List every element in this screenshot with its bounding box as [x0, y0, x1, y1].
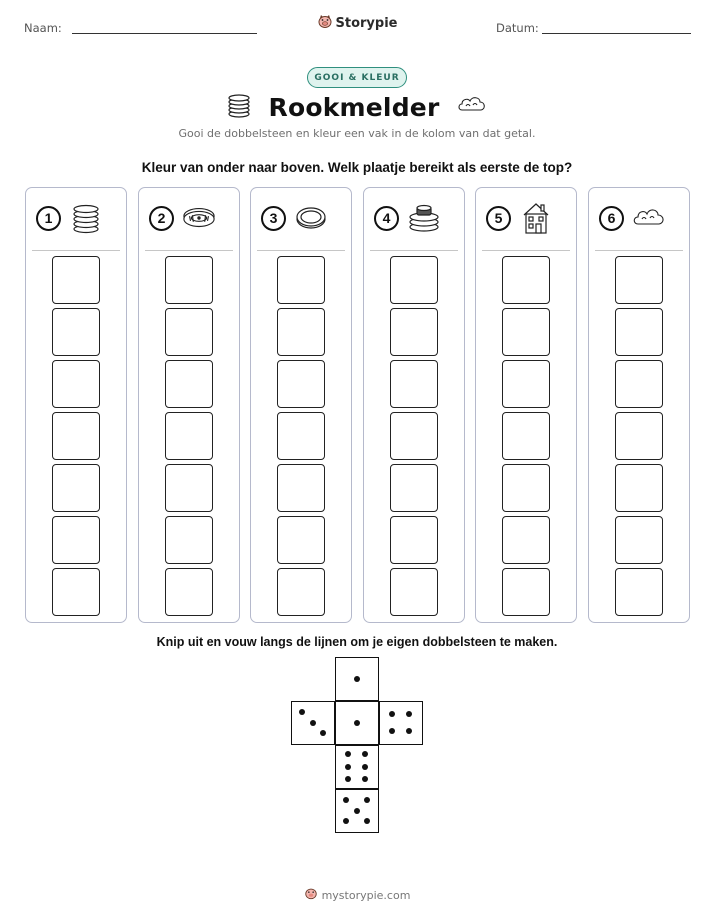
title-row [0, 92, 714, 123]
color-box[interactable] [165, 516, 213, 564]
coin-icon [294, 201, 328, 235]
color-box[interactable] [52, 308, 100, 356]
house-icon [519, 201, 553, 235]
color-box[interactable] [277, 464, 325, 512]
smoke-cloud-title-icon [457, 94, 487, 121]
die-pip [345, 764, 351, 770]
die-pip [364, 797, 370, 803]
die-pip [362, 751, 368, 757]
column-divider [32, 250, 120, 251]
color-box[interactable] [165, 568, 213, 616]
column-header [149, 201, 216, 235]
column-divider [595, 250, 683, 251]
color-box[interactable] [277, 412, 325, 460]
color-box[interactable] [615, 516, 663, 564]
column-number: 6 [599, 206, 624, 231]
color-box[interactable] [165, 464, 213, 512]
column-number: 4 [374, 206, 399, 231]
pig-mascot-icon [317, 13, 333, 34]
color-box[interactable] [165, 360, 213, 408]
coin-stack-title-icon [227, 92, 251, 123]
column-number: 1 [36, 206, 61, 231]
die-pip [389, 711, 395, 717]
color-box[interactable] [52, 464, 100, 512]
pig-mascot-footer-icon [304, 886, 318, 905]
die-pip [354, 676, 360, 682]
instruction-top: Kleur van onder naar boven. Welk plaatje bereikt als eerste de top? [141, 160, 573, 175]
color-box[interactable] [390, 256, 438, 304]
die-pip [362, 776, 368, 782]
name-label: Naam: [24, 21, 62, 35]
color-box[interactable] [615, 360, 663, 408]
color-box[interactable] [502, 360, 550, 408]
color-box[interactable] [52, 412, 100, 460]
date-label: Datum: [496, 21, 539, 35]
activity-badge: GOOI & KLEUR [307, 67, 407, 88]
die-pip [345, 751, 351, 757]
smoke-cloud-icon [632, 201, 666, 235]
color-box[interactable] [390, 308, 438, 356]
column-header [374, 201, 441, 235]
column-2 [138, 187, 240, 623]
column-number: 5 [486, 206, 511, 231]
color-box[interactable] [52, 568, 100, 616]
die-pip [320, 730, 326, 736]
color-box[interactable] [52, 360, 100, 408]
footer-url: mystorypie.com [321, 889, 411, 902]
die-face-5 [335, 789, 379, 833]
color-box[interactable] [615, 256, 663, 304]
color-box[interactable] [390, 568, 438, 616]
die-pip [343, 818, 349, 824]
die-face-3 [291, 701, 335, 745]
color-box[interactable] [52, 256, 100, 304]
color-box[interactable] [165, 308, 213, 356]
color-box[interactable] [390, 412, 438, 460]
column-number: 2 [149, 206, 174, 231]
color-box[interactable] [52, 516, 100, 564]
column-1 [25, 187, 127, 623]
column-header [486, 201, 553, 235]
color-box[interactable] [502, 308, 550, 356]
column-divider [257, 250, 345, 251]
color-box[interactable] [277, 568, 325, 616]
color-box[interactable] [390, 360, 438, 408]
color-box[interactable] [615, 568, 663, 616]
coin-stack-icon [69, 201, 103, 235]
column-number: 3 [261, 206, 286, 231]
die-pip [406, 711, 412, 717]
color-box[interactable] [502, 256, 550, 304]
die-face-1 [335, 701, 379, 745]
brand-logo [0, 13, 714, 34]
battery-stack-icon [407, 201, 441, 235]
die-pip [310, 720, 316, 726]
die-pip [299, 709, 305, 715]
die-face-6 [335, 745, 379, 789]
footer [0, 886, 714, 905]
color-box[interactable] [277, 360, 325, 408]
instruction-bottom: Knip uit en vouw langs de lijnen om je eigen dobbelsteen te maken. [156, 635, 558, 649]
color-box[interactable] [277, 308, 325, 356]
column-5 [475, 187, 577, 623]
brand-name: Storypie [335, 16, 398, 31]
color-box[interactable] [615, 412, 663, 460]
color-box[interactable] [502, 464, 550, 512]
column-header [261, 201, 328, 235]
die-pip [362, 764, 368, 770]
column-6 [588, 187, 690, 623]
die-pip [354, 720, 360, 726]
die-face-4 [379, 701, 423, 745]
die-pip [345, 776, 351, 782]
die-pip [389, 728, 395, 734]
column-divider [482, 250, 570, 251]
column-4 [363, 187, 465, 623]
die-pip [364, 818, 370, 824]
column-header [36, 201, 103, 235]
color-box[interactable] [390, 516, 438, 564]
color-box[interactable] [277, 256, 325, 304]
die-pip [354, 808, 360, 814]
subtitle: Gooi de dobbelsteen en kleur een vak in de kolom van dat getal. [178, 127, 536, 140]
die-pip [343, 797, 349, 803]
die-face-1 [335, 657, 379, 701]
color-box[interactable] [502, 568, 550, 616]
smoke-detector-icon [182, 201, 216, 235]
color-box[interactable] [165, 412, 213, 460]
color-box[interactable] [165, 256, 213, 304]
column-3 [250, 187, 352, 623]
color-box[interactable] [277, 516, 325, 564]
column-header [599, 201, 666, 235]
column-divider [145, 250, 233, 251]
color-box[interactable] [502, 516, 550, 564]
color-box[interactable] [390, 464, 438, 512]
die-pip [406, 728, 412, 734]
color-box[interactable] [502, 412, 550, 460]
color-box[interactable] [615, 464, 663, 512]
column-divider [370, 250, 458, 251]
page-title: Rookmelder [268, 93, 440, 122]
color-box[interactable] [615, 308, 663, 356]
